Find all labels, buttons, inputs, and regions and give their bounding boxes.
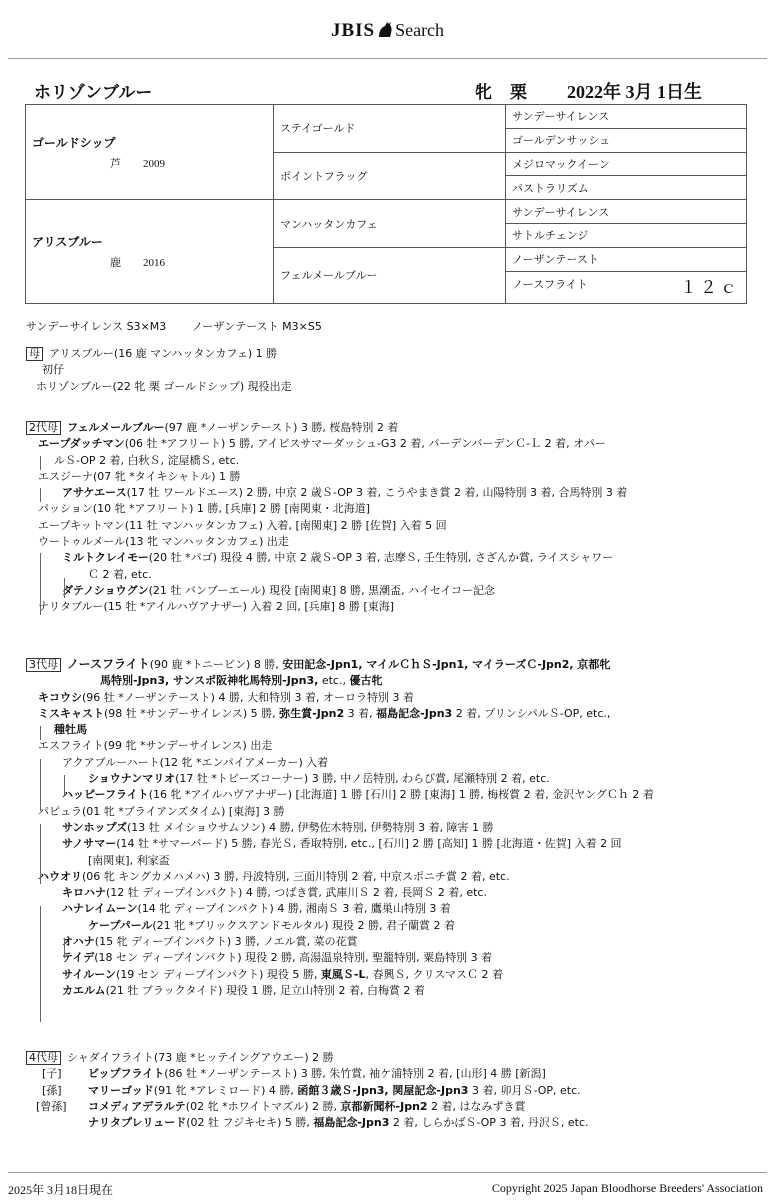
offspring-name[interactable]: ミスキャスト [38,706,104,720]
offspring-record: (20 牡 *パゴ) 現役 4 勝, 中京 2 歳Ｓ-OP 3 着, 志摩Ｓ, 壬生特別, さざんか賞, ライスシャワー [148,551,614,565]
pedigree-g3-cell[interactable]: メジロマックイーン [506,152,747,176]
offspring-record: パピュラ(01 牝 *ブライアンズタイム) [東海] 3 勝 [38,804,285,818]
offspring-record: (21 牡 バンブーエール) 現役 [南関東] 8 勝, 黒潮盃, ハイセイコー記念 [148,583,496,597]
offspring-record: (12 牡 ディープインパクト) 4 勝, つばき賞, 武庫川Ｓ 2 着, 長岡Ｓ 2 着, etc. [106,886,487,900]
graded-race: 福島記念-Jpn3 [376,706,453,720]
section-tag: 2代母 [26,421,61,435]
tree-line [40,553,41,615]
third-dam-graded-wins: 馬特別-Jpn3, サンスポ阪神牝馬特別-Jpn3, [100,674,319,688]
offspring-name[interactable]: ケープパール [88,918,153,932]
third-dam-section [26,656,766,999]
offspring-record: パッション(10 牝 *アフリート) 1 勝, [兵庫] 2 勝 [南関東・北海道] [38,502,371,516]
pedigree-g3-cell[interactable]: サンデーサイレンス [506,200,747,224]
second-dam-record: (97 鹿 *ノーザンテースト) 3 勝, 桜島特別 2 着 [164,421,399,434]
pedigree-g2-cell[interactable]: フェルメールブルー [274,247,506,303]
dam-line: ホリゾンブルー(22 牝 栗 ゴールドシップ) 現役出走 [36,379,292,393]
pedigree-g3-cell-last [506,271,747,303]
dam-line: アリスブルー(16 鹿 マンハッタンカフェ) 1 勝 [49,347,278,360]
third-dam-graded-wins: 安田記念-Jpn1, マイルＣｈＳ-Jpn1, マイラーズＣ-Jpn2, 京都牝 [282,658,611,671]
tree-line [64,938,65,958]
tree-line [64,578,65,598]
offspring-name[interactable]: ハウオリ [38,869,82,883]
offspring-name[interactable]: オハナ [62,935,95,949]
tree-line [40,456,41,470]
sire-name[interactable]: ゴールドシップ [32,135,116,150]
offspring-record: 3 着, 卯月Ｓ-OP, etc. [468,1083,581,1097]
offspring-record: エスジーナ(07 牝 *タイキシャトル) 1 勝 [38,469,241,483]
offspring-record: (91 牝 *アレミロード) 4 勝, [153,1083,298,1097]
offspring-record: (21 牡 ブラックタイド) 現役 1 勝, 足立山特別 2 着, 白梅賞 2 着 [105,983,425,997]
pedigree-g3-cell[interactable]: ノーザンテースト [506,247,747,271]
offspring-record: (86 牡 *ノーザンテースト) 3 勝, 朱竹賞, 袖ケ浦特別 2 着, [山形] 4 勝 [新潟] [164,1067,546,1081]
pedigree-sire-cell [26,105,274,200]
logo-search-text: Search [395,20,445,40]
offspring-name[interactable]: サイルーン [62,967,117,981]
offspring-record: (21 牝 *ブリックスアンドモルタル) 現役 2 勝, 君子蘭賞 2 着 [152,918,456,932]
offspring-record: (17 牡 ワールドエース) 2 勝, 中京 2 歳Ｓ-OP 3 着, こうやまき賞 2 着, 山陽特別 3 着, 合馬特別 3 着 [126,486,628,500]
relation-label: [孫] [42,1083,62,1097]
offspring-record: (02 牡 フジキセキ) 5 勝, [186,1116,314,1130]
copyright-text: Copyright 2025 Japan Bloodhorse Breeders' Association [491,1181,763,1195]
offspring-name[interactable]: ナリタプレリュード [88,1116,187,1130]
jbis-search-logo [0,18,775,42]
offspring-record: (02 牝 *ホワイトマズル) 2 勝, [185,1099,341,1113]
horse-sex: 牝 [475,83,492,103]
graded-race: 弥生賞-Jpn2 [279,706,345,720]
pedigree-dam-cell [26,200,274,304]
offspring-record: 2 着, プリンシパルＳ-OP, etc., [452,706,611,720]
inbreeding-item: ノーザンテースト M3×S5 [191,320,322,333]
tree-line [64,775,65,795]
section-tag: 4代母 [26,1051,61,1065]
offspring-record: (13 牡 メイショウサムソン) 4 勝, 伊勢佐木特別, 伊勢特別 3 着, 障害 1 勝 [127,820,494,834]
offspring-record: (17 牡 *トビーズコーナー) 3 勝, 中ノ岳特別, わらび賞, 尾瀬特別 2 着, etc. [175,772,550,786]
offspring-record: (06 牝 キングカメハメハ) 3 勝, 丹波特別, 三面川特別 2 着, 中京スポニチ賞 2 着, etc. [82,869,510,883]
offspring-record: (14 牡 *サマーバード) 5 勝, 春光Ｓ, 香取特別, etc., [石川] 2 勝 [高知] 1 勝 [北海道・佐賀] 入着 2 回 [116,837,622,851]
dam-color: 鹿 [110,257,121,270]
offspring-record: アクアブルーハート(12 牝 *エンパイアメーカー) 入着 [62,755,329,769]
offspring-name[interactable]: マリーゴッド [88,1083,154,1097]
pedigree-g3-cell[interactable]: パストラリズム [506,176,747,200]
sire-color: 芦 [110,157,121,170]
offspring-record: (96 牡 *ノーザンテースト) 4 勝, 大和特別 3 着, オーロラ特別 3 着 [82,690,414,704]
dam-name[interactable]: アリスブルー [32,235,103,250]
offspring-record: (06 牡 *アフリート) 5 勝, アイビスサマーダッシュ-G3 2 着, バーデンバーデンＣ-Ｌ 2 着, オパー [124,437,606,451]
offspring-name[interactable]: サンホップズ [62,820,128,834]
offspring-name[interactable]: カエルム [62,983,106,997]
section-tag: 3代母 [26,658,61,672]
fourth-dam-section [26,1050,766,1131]
tree-line [40,824,41,884]
pedigree-g3-name[interactable]: ノースフライト [512,278,588,292]
offspring-record: , 春興Ｓ, クリスマスＣ 2 着 [365,967,504,981]
pedigree-g2-cell[interactable]: ポイントフラッグ [274,152,506,200]
offspring-name[interactable]: キコウシ [38,690,82,704]
offspring-name[interactable]: サノサマー [62,837,117,851]
second-dam-name[interactable]: フェルメールブルー [67,421,165,434]
offspring-record: ウートゥルメール(13 牝 マンハッタンカフェ) 出走 [38,535,289,549]
offspring-name[interactable]: キロハナ [62,886,106,900]
offspring-name[interactable]: コメディアデラルテ [88,1099,186,1113]
second-dam-section [26,420,766,616]
offspring-record: Ｃ 2 着, etc. [88,567,152,581]
offspring-name[interactable]: ハッピーフライト [62,788,149,802]
relation-label: [子] [42,1067,62,1081]
third-dam-award: 優古牝 [349,674,383,688]
inbreeding-item: サンデーサイレンス S3×M3 [26,320,167,333]
third-dam-name[interactable]: ノースフライト [67,657,150,671]
horse-name: ホリゾンブルー [34,83,153,103]
pedigree-g3-cell[interactable]: サトルチェンジ [506,224,747,248]
offspring-record: (16 牝 *アイルハヴアナザー) [北海道] 1 勝 [石川] 2 勝 [東海] 1 勝, 梅桜賞 2 着, 金沢ヤングＣｈ 2 着 [148,788,654,802]
offspring-name[interactable]: ダテノショウグン [62,583,149,597]
offspring-record: [南関東], 利家盃 [88,853,170,867]
horse-logo-icon [375,18,395,38]
pedigree-g2-cell[interactable]: マンハッタンカフェ [274,200,506,248]
offspring-record: (18 セン ディープインパクト) 現役 2 勝, 高湯温泉特別, 聖籠特別, 粟島特別 3 着 [94,951,493,965]
horse-birthdate: 2022年 3月 1日生 [567,82,702,102]
sire-year: 2009 [143,157,165,170]
section-tag: 母 [26,347,43,361]
dam-year: 2016 [143,257,165,270]
dam-section [26,346,766,395]
pedigree-g2-cell[interactable]: ステイゴールド [274,105,506,153]
dam-line: 初仔 [42,363,64,377]
pedigree-g3-cell[interactable]: サンデーサイレンス [506,105,747,129]
fourth-dam-record: シャダイフライト(73 鹿 *ヒッテイングアウエー) 2 勝 [67,1051,334,1064]
offspring-record: (14 牝 ディープインパクト) 4 勝, 湘南Ｓ 3 着, 鷹巣山特別 3 着 [137,902,451,916]
pedigree-g3-cell[interactable]: ゴールデンサッシュ [506,128,747,152]
horse-color: 栗 [510,83,527,103]
footer-divider [8,1172,767,1173]
stallion-label: 種牡馬 [54,723,87,737]
offspring-name[interactable]: ミルトクレイモー [62,551,149,565]
third-dam-record: (90 鹿 *トニービン) 8 勝, [149,658,283,671]
offspring-name[interactable]: テイデ [62,951,95,965]
offspring-record: 3 着, [344,706,377,720]
offspring-record: (15 牝 ディープインパクト) 3 勝, ノエル賞, 菜の花賞 [94,935,358,949]
offspring-record: (98 牡 *サンデーサイレンス) 5 勝, [104,706,280,720]
graded-race: 函館３歳Ｓ-Jpn3, 関屋記念-Jpn3 [297,1083,469,1097]
offspring-record: (19 セン ディープインパクト) 現役 5 勝, [116,967,321,981]
relation-label: [曾孫] [36,1099,67,1113]
offspring-record: ナリタブルー(15 牡 *アイルハヴアナザー) 入着 2 回, [兵庫] 8 勝 [東海] [38,600,395,614]
tree-line [40,488,41,502]
family-code: １２ｃ [680,278,740,298]
offspring-name[interactable]: エープダッチマン [38,437,125,451]
third-dam-record: etc., [318,674,350,688]
offspring-record: 2 着, はなみずき賞 [427,1099,526,1113]
graded-race: 東風Ｓ-L [320,967,366,981]
offspring-record: ルＳ-OP 2 着, 白秋Ｓ, 淀屋橋Ｓ, etc. [54,453,240,467]
header-divider [8,58,767,59]
offspring-record: エープキットマン(11 牡 マンハッタンカフェ) 入着, [南関東] 2 勝 [佐賀] 入着 5 回 [38,518,447,532]
pedigree-table [25,104,747,304]
as-of-date: 2025年 3月18日現在 [8,1183,114,1197]
offspring-name[interactable]: ビップフライト [88,1067,165,1081]
tree-line [40,906,41,1022]
offspring-name[interactable]: ハナレイムーン [62,902,138,916]
offspring-record: エスフライト(99 牝 *サンデーサイレンス) 出走 [38,739,273,753]
offspring-name[interactable]: アサケエース [62,486,127,500]
tree-line [40,759,41,811]
tree-line [40,726,41,740]
offspring-record: 2 着, しらかばＳ-OP 3 着, 丹沢Ｓ, etc. [389,1116,589,1130]
offspring-name[interactable]: ショウナンマリオ [88,772,176,786]
graded-race: 京都新聞杯-Jpn2 [340,1099,428,1113]
logo-jbis-text: JBIS [330,20,376,41]
graded-race: 福島記念-Jpn3 [313,1116,390,1130]
inbreeding-info [26,318,344,334]
